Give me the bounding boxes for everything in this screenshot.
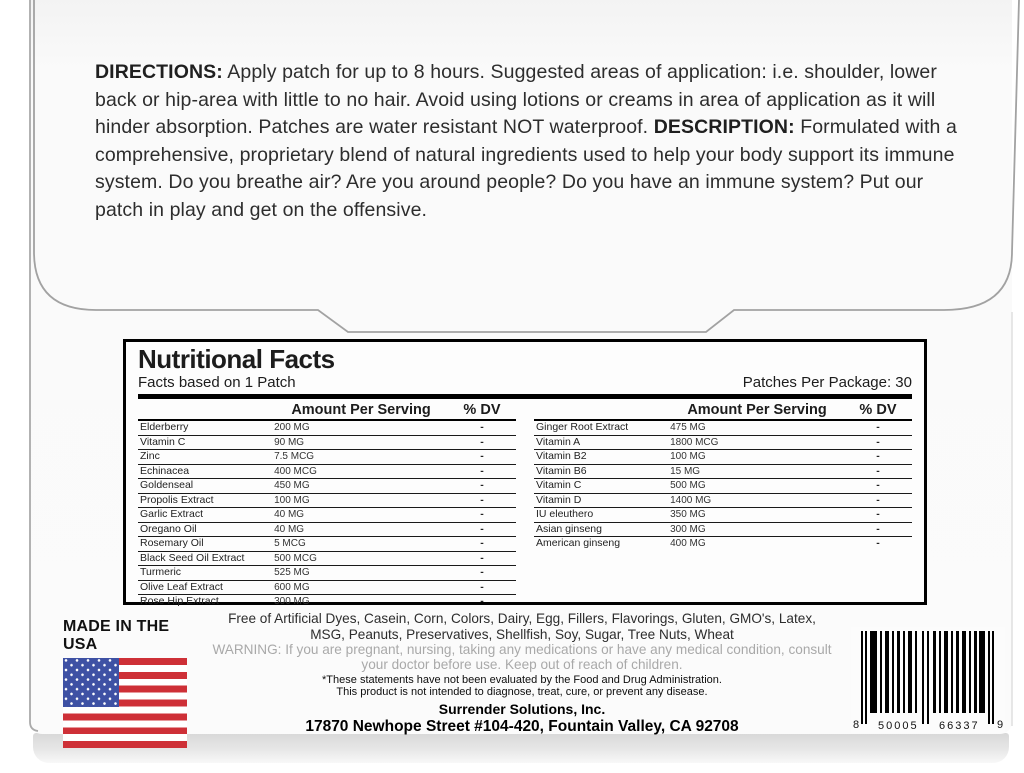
footer-text-block [212, 611, 832, 735]
table-cell: 15 MG [670, 465, 701, 477]
nutrition-table-left [138, 400, 516, 609]
allergen-free-line-1: Free of Artificial Dyes, Casein, Corn, Colors, Dairy, Egg, Fillers, Flavorings, Gluten, GMO's, Latex, [228, 611, 816, 626]
made-in-usa-label: MADE IN THE USA [63, 618, 170, 653]
table-cell: Garlic Extract [140, 508, 204, 521]
table-cell: - [480, 580, 484, 593]
table-row [138, 595, 516, 609]
directions-text: Apply patch for up to 8 hours. Suggested areas of application: i.e. shoulder, lower back or hip-area with little to no hair. Avoid using lotions or creams in area of application as it will hinder absorption. Patches are water resistant NOT waterproof. [95, 61, 937, 139]
table-cell: Asian ginseng [536, 522, 602, 535]
table-cell: Goldenseal [140, 479, 194, 492]
table-cell: 500 MG [670, 480, 706, 492]
table-cell: 525 MG [274, 567, 310, 579]
directions-description-text [95, 59, 963, 225]
table-cell: 90 MG [274, 436, 305, 448]
description-label: DESCRIPTION: [653, 116, 795, 139]
table-cell: - [876, 493, 880, 506]
table-row [138, 537, 516, 552]
table-cell: 100 MG [274, 494, 310, 506]
made-in-usa-block [63, 618, 203, 748]
table-row [534, 523, 912, 538]
table-cell: Vitamin B6 [536, 464, 587, 477]
table-cell: - [876, 479, 880, 492]
fda-disclaimer-line-1: *These statements have not been evaluated by the Food and Drug Administration. [322, 674, 722, 687]
table-cell: 5 MCG [274, 538, 306, 550]
table-cell: Propolis Extract [140, 493, 214, 506]
table-cell: Vitamin C [140, 435, 186, 448]
table-cell: 350 MG [670, 509, 706, 521]
table-cell: 100 MG [670, 451, 706, 463]
table-cell: 400 MG [670, 538, 706, 550]
table-row [138, 494, 516, 509]
table-row [138, 523, 516, 538]
description-text: Formulated with a comprehensive, proprietary blend of natural ingredients used to help your body support its immune system. Do you breathe air? Are you around people? Do you have an immune system? Put our patch in play and get on the offensive. [95, 116, 957, 221]
barcode-digit-2: 50005 [878, 720, 919, 732]
table-row [534, 421, 912, 436]
table-cell: Vitamin D [536, 493, 582, 506]
barcode-digit-1: 8 [853, 719, 860, 731]
table-cell: Oregano Oil [140, 522, 197, 535]
column-header-dv-left: % DV [463, 402, 501, 418]
table-row [138, 450, 516, 465]
table-cell: - [876, 464, 880, 477]
table-cell: - [876, 508, 880, 521]
table-cell: - [480, 421, 484, 434]
table-cell: IU eleuthero [536, 508, 594, 521]
table-cell: 300 MG [274, 596, 310, 608]
table-cell: 200 MG [274, 422, 310, 434]
table-row [138, 566, 516, 581]
company-name: Surrender Solutions, Inc. [438, 701, 606, 717]
table-cell: 7.5 MCG [274, 451, 315, 463]
table-cell: - [480, 464, 484, 477]
table-row [534, 494, 912, 509]
table-cell: - [480, 537, 484, 550]
table-cell: 475 MG [670, 422, 706, 434]
table-row [138, 479, 516, 494]
table-cell: - [480, 566, 484, 579]
warning-line-1: WARNING: If you are pregnant, nursing, taking any medications or have any medical condition, consult [212, 642, 832, 657]
table-cell: 1800 MCG [670, 436, 719, 448]
table-cell: Rosemary Oil [140, 537, 204, 550]
upc-barcode [851, 627, 1005, 733]
table-row [534, 479, 912, 494]
nutrition-table-right [534, 400, 912, 609]
table-row [534, 450, 912, 465]
table-row [534, 436, 912, 451]
table-cell: - [480, 450, 484, 463]
nutrition-divider-bar [138, 394, 912, 399]
table-cell: 1400 MG [670, 494, 712, 506]
column-header-amount-left: Amount Per Serving [291, 402, 431, 418]
table-cell: 40 MG [274, 509, 305, 521]
table-row [138, 465, 516, 480]
warning-line-2: your doctor before use. Keep out of reach of children. [361, 657, 683, 673]
patches-per-package: Patches Per Package: 30 [742, 374, 912, 391]
table-cell: Elderberry [140, 421, 189, 434]
table-cell: - [480, 435, 484, 448]
table-row [138, 421, 516, 436]
table-cell: Zinc [140, 450, 160, 463]
directions-label: DIRECTIONS: [95, 61, 223, 83]
table-cell: Ginger Root Extract [536, 421, 629, 434]
table-cell: 600 MG [274, 581, 310, 593]
table-cell: - [876, 537, 880, 550]
column-header-dv-right: % DV [859, 402, 897, 418]
table-row [138, 552, 516, 567]
table-cell: - [480, 595, 484, 608]
table-cell: 300 MG [670, 523, 706, 535]
table-cell: - [480, 508, 484, 521]
table-cell: Echinacea [140, 464, 190, 477]
barcode-digit-3: 66337 [939, 720, 980, 732]
nutrition-subtitle: Facts based on 1 Patch [138, 374, 296, 391]
fda-disclaimer-line-2: This product is not intended to diagnose, treat, cure, or prevent any disease. [336, 686, 708, 699]
table-cell: 40 MG [274, 523, 305, 535]
company-address: 17870 Newhope Street #104-420, Fountain Valley, CA 92708 [305, 718, 739, 735]
table-cell: Vitamin A [536, 435, 581, 448]
table-cell: Turmeric [140, 566, 182, 579]
table-cell: - [876, 421, 880, 434]
table-cell: 400 MCG [274, 465, 317, 477]
table-row [138, 436, 516, 451]
nutrition-rows-right [534, 421, 912, 551]
usa-flag [63, 658, 187, 748]
table-row [534, 508, 912, 523]
table-cell: - [480, 479, 484, 492]
table-row [534, 537, 912, 551]
table-cell: American ginseng [536, 537, 621, 550]
flag-canton-stars [63, 658, 119, 707]
table-cell: - [876, 450, 880, 463]
nutrition-facts-panel [123, 339, 927, 608]
table-row [534, 465, 912, 480]
table-cell: Vitamin C [536, 479, 582, 492]
table-cell: - [480, 551, 484, 564]
allergen-free-line-2: MSG, Peanuts, Preservatives, Shellfish, Soy, Sugar, Tree Nuts, Wheat [310, 626, 734, 642]
barcode-digit-4: 9 [997, 719, 1004, 731]
table-row [138, 508, 516, 523]
table-cell: - [480, 522, 484, 535]
column-header-amount-right: Amount Per Serving [687, 402, 827, 418]
table-cell: - [480, 493, 484, 506]
table-row [138, 581, 516, 596]
table-cell: Vitamin B2 [536, 450, 587, 463]
table-cell: 500 MCG [274, 552, 317, 564]
table-cell: - [876, 522, 880, 535]
table-cell: Rose Hip Extract [140, 595, 219, 608]
table-cell: - [876, 435, 880, 448]
nutrition-title: Nutritional Facts [138, 344, 335, 374]
table-cell: 450 MG [274, 480, 310, 492]
table-cell: Black Seed Oil Extract [140, 551, 245, 564]
table-cell: Olive Leaf Extract [140, 580, 223, 593]
nutrition-rows-left [138, 421, 516, 609]
